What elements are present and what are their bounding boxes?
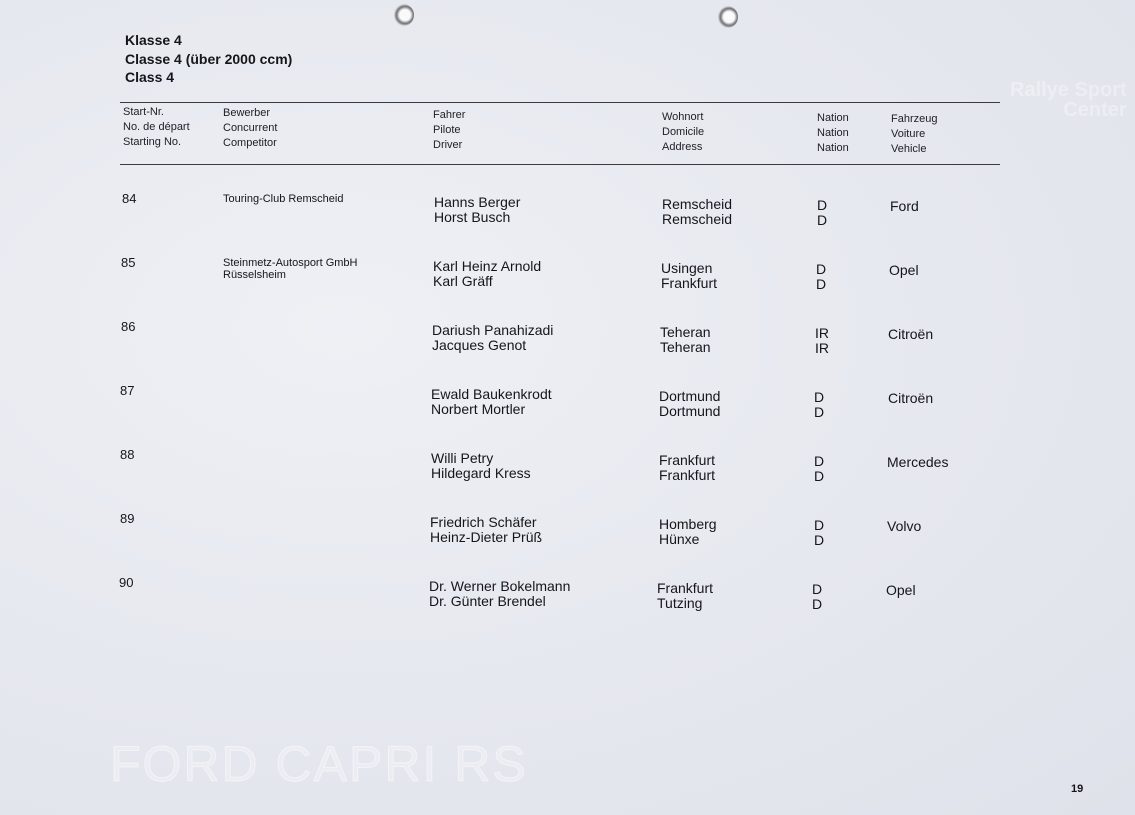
driver-name: Hildegard Kress	[431, 465, 531, 481]
start-number: 88	[120, 447, 135, 462]
town: Frankfurt	[657, 580, 714, 596]
vehicle-make: Volvo	[887, 518, 922, 534]
nation-code: D	[814, 532, 825, 548]
town: Homberg	[659, 516, 717, 532]
town: Frankfurt	[659, 467, 716, 483]
driver-names	[433, 259, 541, 289]
nation-code: D	[814, 468, 825, 484]
nation-code: D	[816, 276, 827, 292]
town: Remscheid	[662, 196, 733, 212]
header-label: Fahrzeug	[891, 113, 938, 125]
class-heading-de: Klasse 4	[125, 32, 182, 48]
driver-name: Dariush Panahizadi	[432, 322, 554, 338]
capri-watermark: FORD CAPRI RS	[110, 736, 528, 792]
driver-towns	[659, 453, 715, 483]
vehicle-make: Citroën	[888, 390, 934, 406]
entrant-line: Rüsselsheim	[223, 269, 286, 281]
class-heading-fr: Classe 4 (über 2000 ccm)	[125, 51, 293, 67]
header-label: Wohnort	[662, 111, 704, 123]
vehicle-make: Citroën	[888, 326, 934, 342]
town: Frankfurt	[659, 452, 716, 468]
town: Teheran	[660, 339, 711, 355]
driver-towns	[662, 197, 732, 227]
vehicle-make: Ford	[890, 198, 919, 214]
driver-towns	[659, 389, 720, 419]
nation-code: D	[812, 581, 823, 597]
driver-towns	[660, 325, 711, 355]
town: Remscheid	[662, 211, 733, 227]
driver-name: Karl Gräff	[433, 273, 493, 289]
driver-nations	[816, 262, 826, 292]
vehicle-make: Mercedes	[887, 454, 949, 470]
header-label: Domicile	[662, 126, 705, 138]
header-label: Voiture	[891, 128, 926, 140]
header-driver	[433, 108, 465, 153]
punch-hole-right	[718, 6, 738, 28]
header-label: Pilote	[433, 124, 461, 136]
driver-names	[434, 195, 520, 225]
header-start-no	[123, 105, 190, 150]
page-number: 19	[1071, 783, 1084, 795]
header-label: Concurrent	[223, 122, 278, 134]
punch-hole-left	[394, 4, 414, 26]
header-top-rule	[120, 102, 1000, 103]
driver-name: Karl Heinz Arnold	[433, 258, 542, 274]
rallye-sport-watermark	[1010, 80, 1127, 120]
driver-nations	[814, 454, 824, 484]
header-vehicle	[891, 112, 937, 157]
header-label: Bewerber	[223, 107, 271, 119]
entrant-name	[223, 257, 358, 281]
nation-code: D	[817, 212, 828, 228]
header-label: Driver	[433, 139, 463, 151]
nation-code: IR	[815, 325, 829, 341]
header-label: Start-Nr.	[123, 106, 164, 118]
entrant-line: Steinmetz-Autosport GmbH	[223, 257, 358, 269]
town: Hünxe	[659, 531, 700, 547]
start-number: 89	[120, 511, 135, 526]
vehicle-make: Opel	[889, 262, 919, 278]
nation-code: D	[817, 197, 828, 213]
nation-code: D	[816, 261, 827, 277]
driver-name: Willi Petry	[431, 450, 494, 466]
town: Usingen	[661, 260, 713, 276]
header-address	[662, 110, 704, 155]
driver-names	[431, 451, 531, 481]
class-heading-en: Class 4	[125, 69, 175, 85]
start-number: 87	[120, 383, 135, 398]
driver-name: Friedrich Schäfer	[430, 514, 537, 530]
driver-name: Jacques Genot	[432, 337, 527, 353]
driver-names	[431, 387, 552, 417]
header-label: Nation	[817, 127, 849, 139]
town: Dortmund	[659, 403, 721, 419]
driver-name: Ewald Baukenkrodt	[431, 386, 552, 402]
header-label: Starting No.	[123, 136, 182, 148]
driver-towns	[661, 261, 717, 291]
entrant-line: Touring-Club Remscheid	[223, 193, 344, 205]
nation-code: D	[814, 517, 825, 533]
driver-towns	[659, 517, 717, 547]
driver-name: Hanns Berger	[434, 194, 521, 210]
start-number: 90	[119, 575, 134, 590]
town: Teheran	[660, 324, 711, 340]
nation-code: IR	[815, 340, 829, 356]
header-label: Nation	[817, 142, 849, 154]
driver-name: Dr. Günter Brendel	[429, 593, 546, 609]
nation-code: D	[814, 404, 825, 420]
town: Dortmund	[659, 388, 721, 404]
nation-code: D	[814, 453, 825, 469]
nation-code: D	[812, 596, 823, 612]
driver-nations	[815, 326, 829, 356]
driver-name: Heinz-Dieter Prüß	[430, 529, 543, 545]
vehicle-make: Opel	[886, 582, 916, 598]
entrant-name	[223, 193, 343, 205]
driver-nations	[814, 390, 824, 420]
header-label: Fahrer	[433, 109, 466, 121]
nation-code: D	[814, 389, 825, 405]
header-label: Competitor	[223, 137, 277, 149]
header-label: Nation	[817, 112, 849, 124]
driver-names	[429, 579, 570, 609]
driver-towns	[657, 581, 713, 611]
watermark-line: Center	[1063, 99, 1127, 121]
watermark-line: Rallye Sport	[1010, 79, 1127, 101]
header-label: No. de départ	[123, 121, 190, 133]
start-number: 85	[121, 255, 136, 270]
header-label: Address	[662, 141, 703, 153]
driver-nations	[812, 582, 822, 612]
header-label: Vehicle	[891, 143, 927, 155]
town: Tutzing	[657, 595, 703, 611]
header-nation	[817, 111, 849, 156]
driver-name: Dr. Werner Bokelmann	[429, 578, 571, 594]
start-number: 84	[122, 191, 137, 206]
driver-name: Horst Busch	[434, 209, 511, 225]
start-number: 86	[121, 319, 136, 334]
driver-nations	[814, 518, 824, 548]
driver-name: Norbert Mortler	[431, 401, 526, 417]
driver-names	[430, 515, 542, 545]
town: Frankfurt	[661, 275, 718, 291]
driver-nations	[817, 198, 827, 228]
driver-names	[432, 323, 553, 353]
header-bottom-rule	[120, 164, 1000, 165]
header-entrant	[223, 106, 277, 151]
